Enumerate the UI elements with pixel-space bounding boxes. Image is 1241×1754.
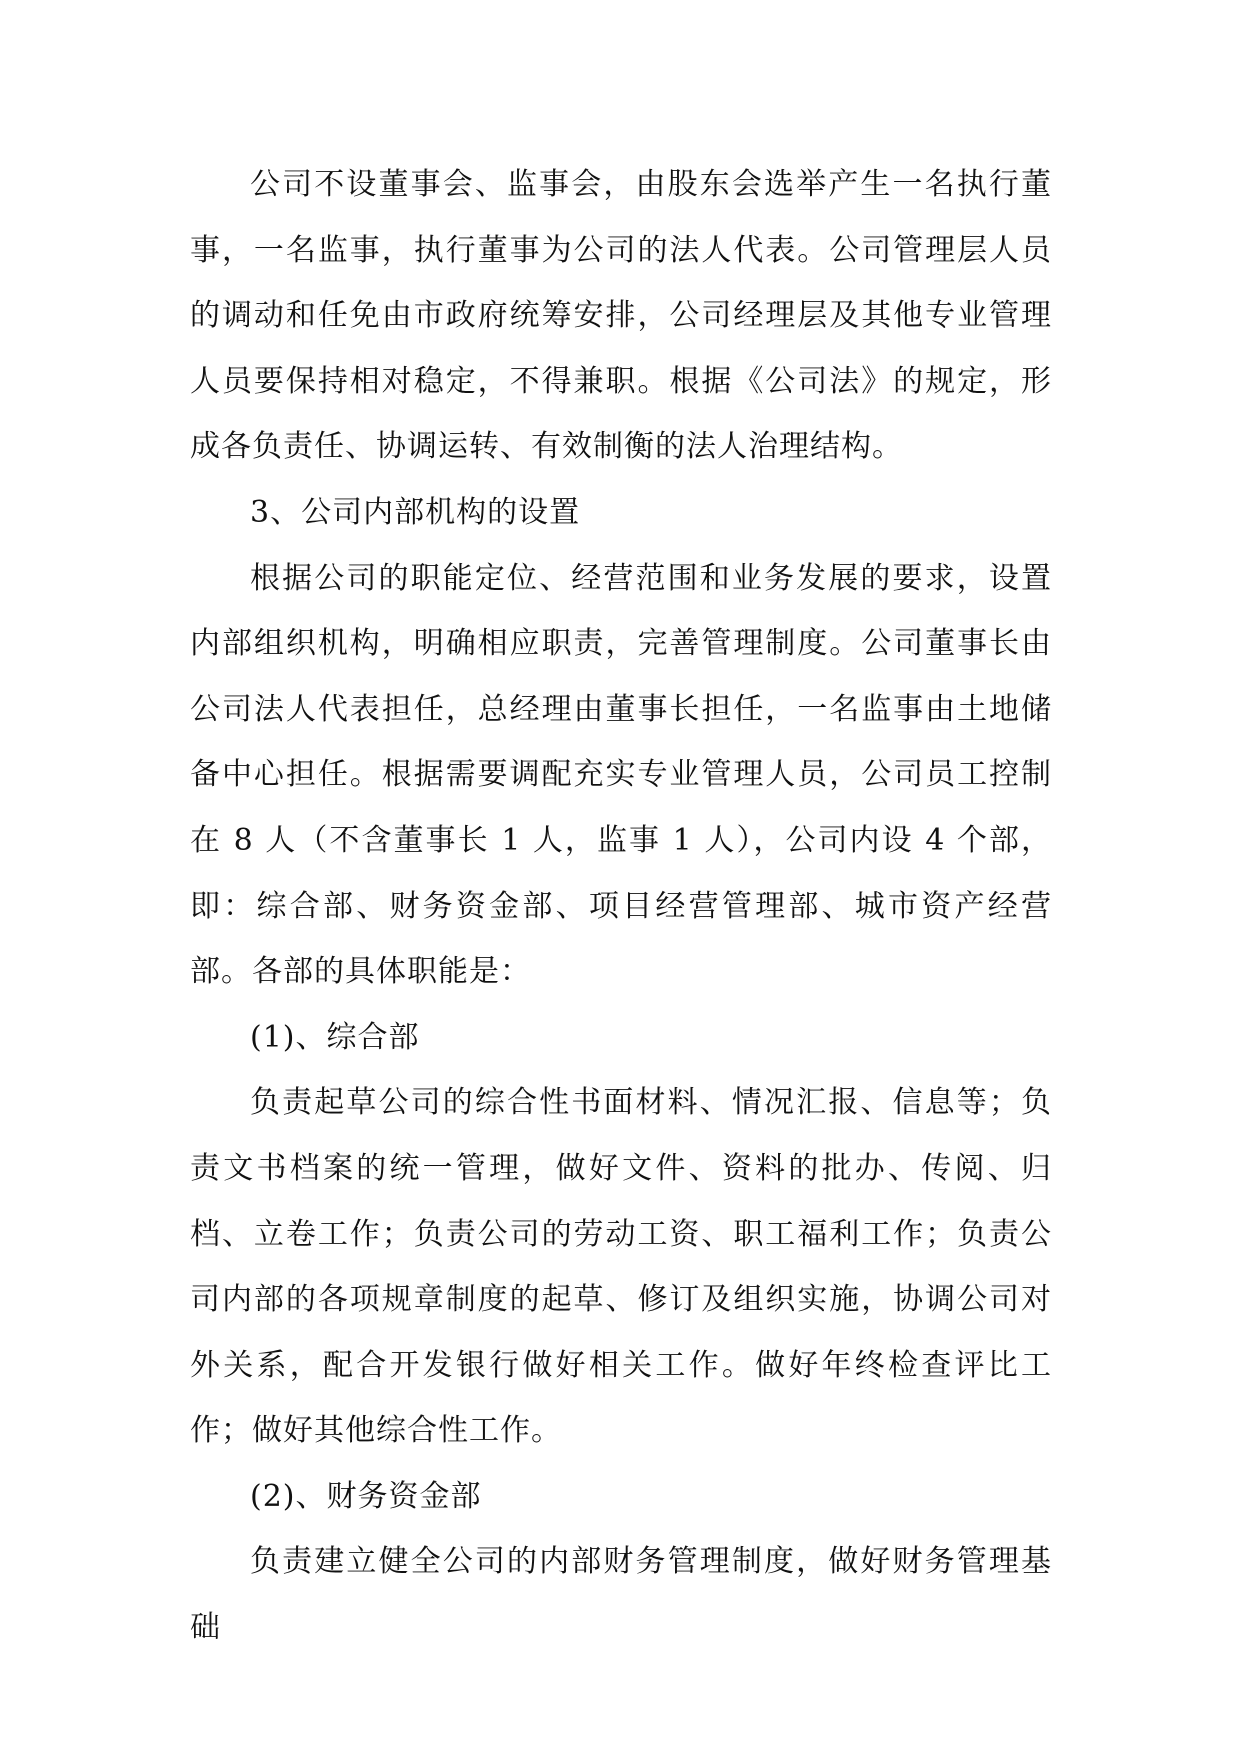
subheading-general-department: (1)、综合部 bbox=[250, 1019, 420, 1055]
paragraph-finance-department: 负责建立健全公司的内部财务管理制度，做好财务管理基础 bbox=[190, 1544, 1052, 1646]
document-body bbox=[190, 152, 1052, 1661]
paragraph-governance: 公司不设董事会、监事会，由股东会选举产生一名执行董事，一名监事，执行董事为公司的法人代表。公司管理层人员的调动和任免由市政府统筹安排，公司经理层及其他专业管理人员要保持相对稳定，不得兼职。根据《公司法》的规定，形成各负责任、协调运转、有效制衡的法人治理结构。 bbox=[190, 167, 1052, 465]
paragraph-internal-structure: 根据公司的职能定位、经营范围和业务发展的要求，设置内部组织机构，明确相应职责，完善管理制度。公司董事长由公司法人代表担任，总经理由董事长担任，一名监事由土地储备中心担任。根据需要调配充实专业管理人员，公司员工控制在 8 人（不含董事长 1 人，监事 1 人），公司内设 4 个部，即：综合部、财务资金部、项目经营管理部、城市资产经营部。各部的具体职能是： bbox=[190, 560, 1052, 990]
paragraph-general-department: 负责起草公司的综合性书面材料、情况汇报、信息等；负责文书档案的统一管理，做好文件、资料的批办、传阅、归档、立卷工作；负责公司的劳动工资、职工福利工作；负责公司内部的各项规章制度的起草、修订及组织实施，协调公司对外关系，配合开发银行做好相关工作。做好年终检查评比工作；做好其他综合性工作。 bbox=[190, 1085, 1052, 1449]
subheading-finance-department: (2)、财务资金部 bbox=[250, 1478, 482, 1514]
section-heading-internal-structure: 3、公司内部机构的设置 bbox=[250, 494, 581, 530]
